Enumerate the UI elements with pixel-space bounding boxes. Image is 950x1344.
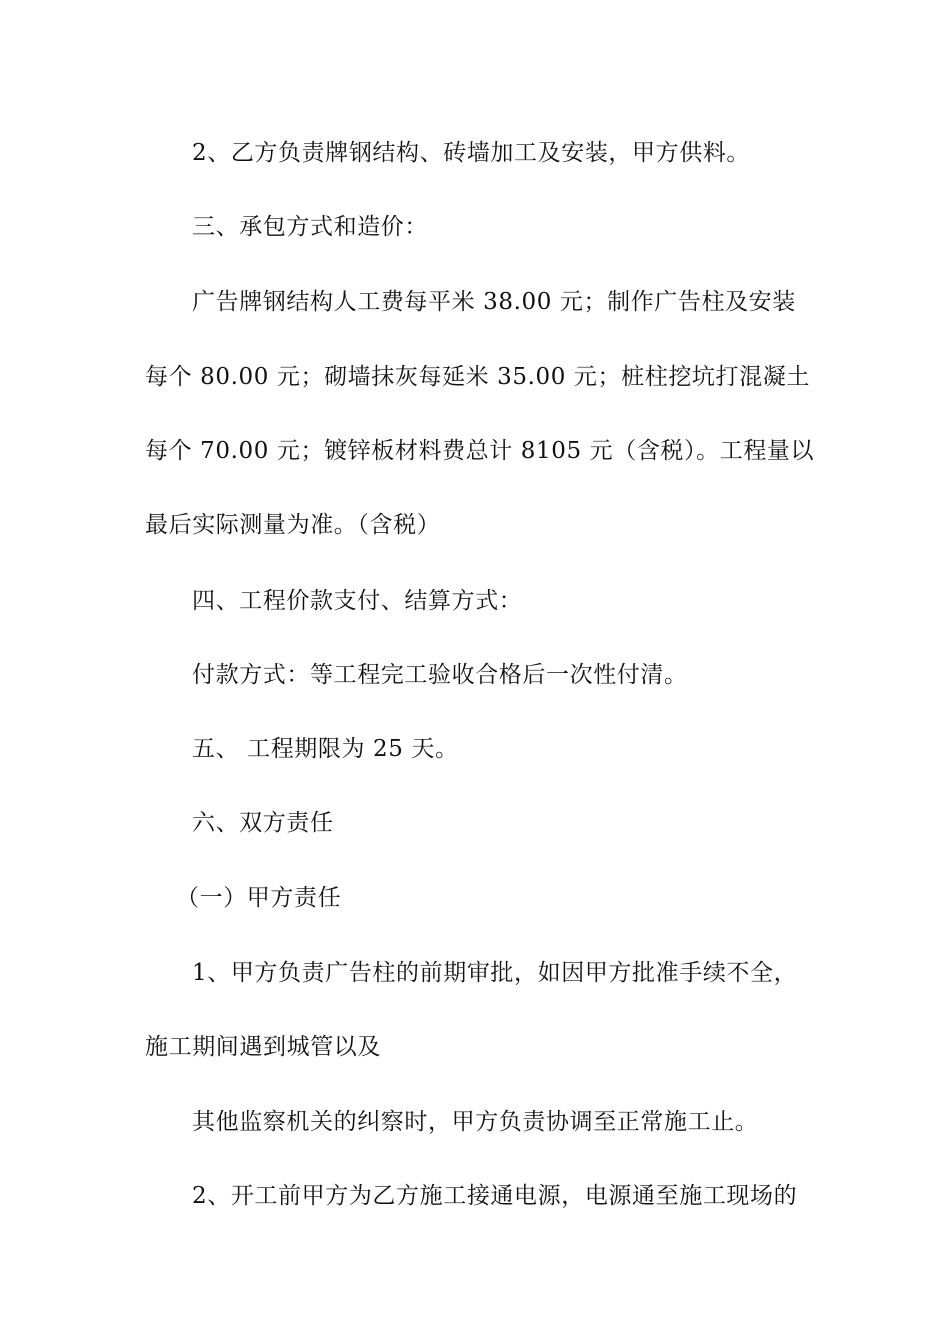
paragraph-line: 其他监察机关的纠察时，甲方负责协调至正常施工止。 — [192, 1109, 759, 1135]
paragraph-line: 施工期间遇到城管以及 — [145, 1034, 381, 1060]
subsection-heading: （一）甲方责任 — [176, 885, 342, 911]
paragraph-line: 1、甲方负责广告柱的前期审批，如因甲方批准手续不全， — [192, 960, 798, 986]
paragraph-line: 最后实际测量为准。（含税） — [145, 512, 441, 538]
paragraph-line: 付款方式：等工程完工验收合格后一次性付清。 — [192, 662, 688, 688]
section-heading: 三、承包方式和造价： — [192, 214, 428, 240]
paragraph-line: 每个 80.00 元；砌墙抹灰每延米 35.00 元；桩柱挖坑打混凝土 — [145, 364, 810, 390]
paragraph-line: 每个 70.00 元；镀锌板材料费总计 8105 元（含税）。工程量以 — [145, 438, 815, 464]
section-heading: 六、双方责任 — [192, 810, 334, 836]
section-heading: 五、 工程期限为 25 天。 — [192, 736, 459, 762]
paragraph-line: 广告牌钢结构人工费每平米 38.00 元；制作广告柱及安装 — [192, 289, 796, 315]
paragraph-line: 2、开工前甲方为乙方施工接通电源，电源通至施工现场的 — [192, 1183, 798, 1209]
paragraph-line: 2、乙方负责牌钢结构、砖墙加工及安装，甲方供料。 — [192, 140, 751, 166]
section-heading: 四、工程价款支付、结算方式： — [192, 588, 523, 614]
